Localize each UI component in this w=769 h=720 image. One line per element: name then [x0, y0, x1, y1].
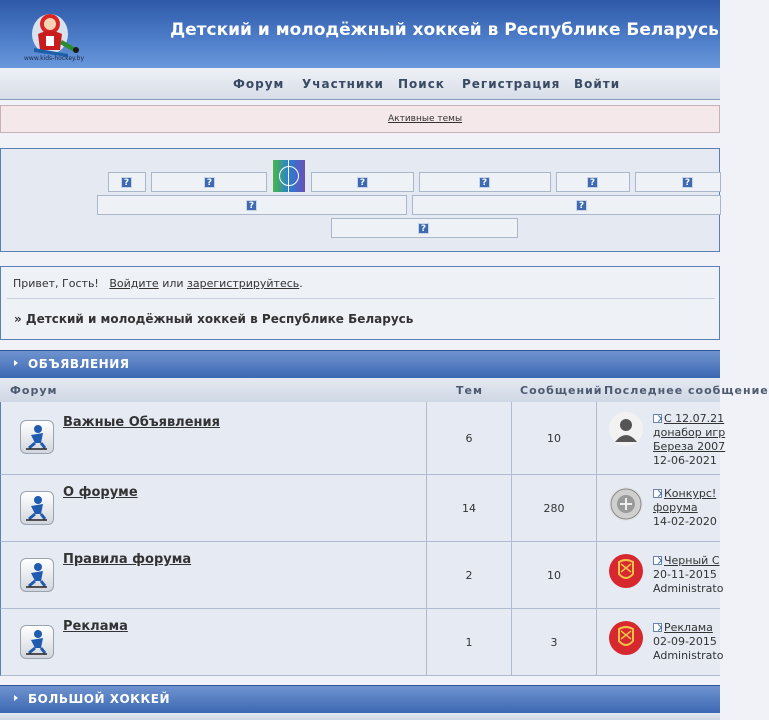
column-divider	[596, 475, 597, 542]
hockey-rink-icon[interactable]	[273, 160, 305, 192]
category-header-announcements[interactable]	[0, 350, 720, 378]
topic-count: 1	[465, 636, 473, 649]
last-post-info	[653, 554, 723, 596]
main-nav	[0, 68, 720, 100]
forum-row	[0, 542, 724, 609]
forum-hockey-icon	[20, 558, 54, 592]
banner-slot[interactable]	[331, 218, 518, 238]
banner-slot[interactable]	[635, 172, 721, 192]
nav-register[interactable]: Регистрация	[462, 77, 561, 91]
login-link[interactable]: Войдите	[109, 277, 159, 290]
banner-slot[interactable]	[108, 172, 146, 192]
banner-slot[interactable]	[412, 195, 721, 215]
column-divider	[426, 609, 427, 676]
red-crest-avatar-icon	[609, 621, 643, 655]
column-divider	[511, 475, 512, 542]
forum-name-link[interactable]: О форуме	[63, 485, 138, 500]
avatar[interactable]	[609, 412, 643, 446]
last-post-link[interactable]: Конкурс!	[664, 487, 717, 500]
site-header	[0, 0, 720, 68]
forum-row	[0, 609, 724, 676]
logo-caption: www.kids-hockey.by	[24, 55, 85, 62]
user-silhouette-icon	[609, 412, 643, 446]
last-post-icon[interactable]	[653, 623, 662, 632]
last-post-link[interactable]: С 12.07.21	[664, 412, 725, 425]
last-post-author[interactable]: Administrato	[653, 582, 724, 595]
last-post-link[interactable]: Реклама	[664, 621, 713, 634]
nav-members[interactable]: Участники	[302, 77, 384, 91]
welcome-text	[13, 277, 303, 290]
divider	[7, 298, 715, 299]
column-divider	[596, 609, 597, 676]
col-topics: Тем	[456, 384, 483, 397]
column-divider	[426, 542, 427, 609]
nav-login[interactable]: Войти	[574, 77, 621, 91]
active-topics-link[interactable]: Активные темы	[388, 114, 463, 124]
category-header-big-hockey[interactable]	[0, 685, 720, 713]
last-post-date: 12-06-2021	[653, 454, 717, 467]
last-post-link-cont[interactable]: Береза 2007	[653, 440, 726, 453]
banner-slot[interactable]	[311, 172, 414, 192]
forum-hockey-icon	[20, 625, 54, 659]
banner-slot[interactable]	[419, 172, 551, 192]
last-post-info	[653, 621, 723, 663]
red-crest-avatar-icon	[609, 554, 643, 588]
forum-hockey-icon	[20, 491, 54, 525]
broken-image-icon: ?	[479, 177, 490, 188]
last-post-date: 14-02-2020	[653, 515, 717, 528]
greeting-suffix: .	[299, 277, 303, 290]
last-post-link-cont[interactable]: форума	[653, 501, 698, 514]
broken-image-icon: ?	[418, 223, 429, 234]
avatar[interactable]	[609, 554, 643, 588]
banner-slot[interactable]	[556, 172, 630, 192]
last-post-icon[interactable]	[653, 489, 662, 498]
broken-image-icon: ?	[682, 177, 693, 188]
column-divider	[511, 542, 512, 609]
column-divider	[511, 402, 512, 475]
forum-row	[0, 475, 720, 542]
last-post-info	[653, 487, 717, 529]
col-posts: Сообщений	[520, 384, 603, 397]
broken-image-icon: ?	[576, 200, 587, 211]
table-header-strip	[0, 713, 720, 720]
collapse-arrow-icon[interactable]	[14, 360, 18, 366]
column-divider	[426, 402, 427, 475]
banner-slot[interactable]	[151, 172, 267, 192]
col-forum: Форум	[10, 384, 58, 397]
last-post-link[interactable]: Черный С	[664, 554, 720, 567]
last-post-icon[interactable]	[653, 556, 662, 565]
forum-table-header	[0, 378, 769, 403]
forum-name-link[interactable]: Реклама	[63, 619, 128, 634]
last-post-date: 02-09-2015	[653, 635, 717, 648]
topic-count: 6	[465, 432, 473, 445]
post-count: 280	[543, 502, 565, 515]
greeting-prefix: Привет, Гость!	[13, 277, 99, 290]
broken-image-icon: ?	[121, 177, 132, 188]
register-link[interactable]: зарегистрируйтесь	[187, 277, 300, 290]
broken-image-icon: ?	[204, 177, 215, 188]
post-count: 10	[547, 569, 561, 582]
greeting-or: или	[162, 277, 184, 290]
broken-image-icon: ?	[587, 177, 598, 188]
nav-search[interactable]: Поиск	[398, 77, 445, 91]
column-divider	[426, 475, 427, 542]
topic-count: 14	[462, 502, 476, 515]
last-post-date: 20-11-2015	[653, 568, 717, 581]
collapse-arrow-icon[interactable]	[14, 695, 18, 701]
col-last-post: Последнее сообщение	[604, 384, 769, 397]
forum-name-link[interactable]: Правила форума	[63, 552, 192, 567]
last-post-icon[interactable]	[653, 414, 662, 423]
last-post-author[interactable]: Administrato	[653, 649, 724, 662]
forum-name-link[interactable]: Важные Объявления	[63, 415, 220, 430]
welcome-box	[0, 266, 720, 340]
last-post-info	[653, 412, 725, 468]
avatar[interactable]	[609, 487, 643, 521]
forum-hockey-icon	[20, 420, 54, 454]
banner-slot[interactable]	[97, 195, 407, 215]
site-title: Детский и молодёжный хоккей в Республике Беларусь	[170, 20, 719, 40]
active-topics-bar	[0, 105, 720, 133]
breadcrumb[interactable]: » Детский и молодёжный хоккей в Республике Беларусь	[14, 312, 414, 326]
broken-image-icon: ?	[357, 177, 368, 188]
nav-forum[interactable]: Форум	[233, 77, 285, 91]
topic-count: 2	[465, 569, 473, 582]
post-count: 3	[550, 636, 558, 649]
banner-block	[0, 148, 720, 252]
last-post-link-cont[interactable]: донабор игр	[653, 426, 726, 439]
post-count: 10	[547, 432, 561, 445]
column-divider	[596, 402, 597, 475]
emblem-avatar-icon	[609, 487, 643, 521]
avatar[interactable]	[609, 621, 643, 655]
broken-image-icon: ?	[246, 200, 257, 211]
category-title: ОБЪЯВЛЕНИЯ	[28, 357, 130, 371]
category-title: БОЛЬШОЙ ХОККЕЙ	[28, 692, 171, 706]
forum-row	[0, 402, 726, 475]
column-divider	[511, 609, 512, 676]
column-divider	[596, 542, 597, 609]
